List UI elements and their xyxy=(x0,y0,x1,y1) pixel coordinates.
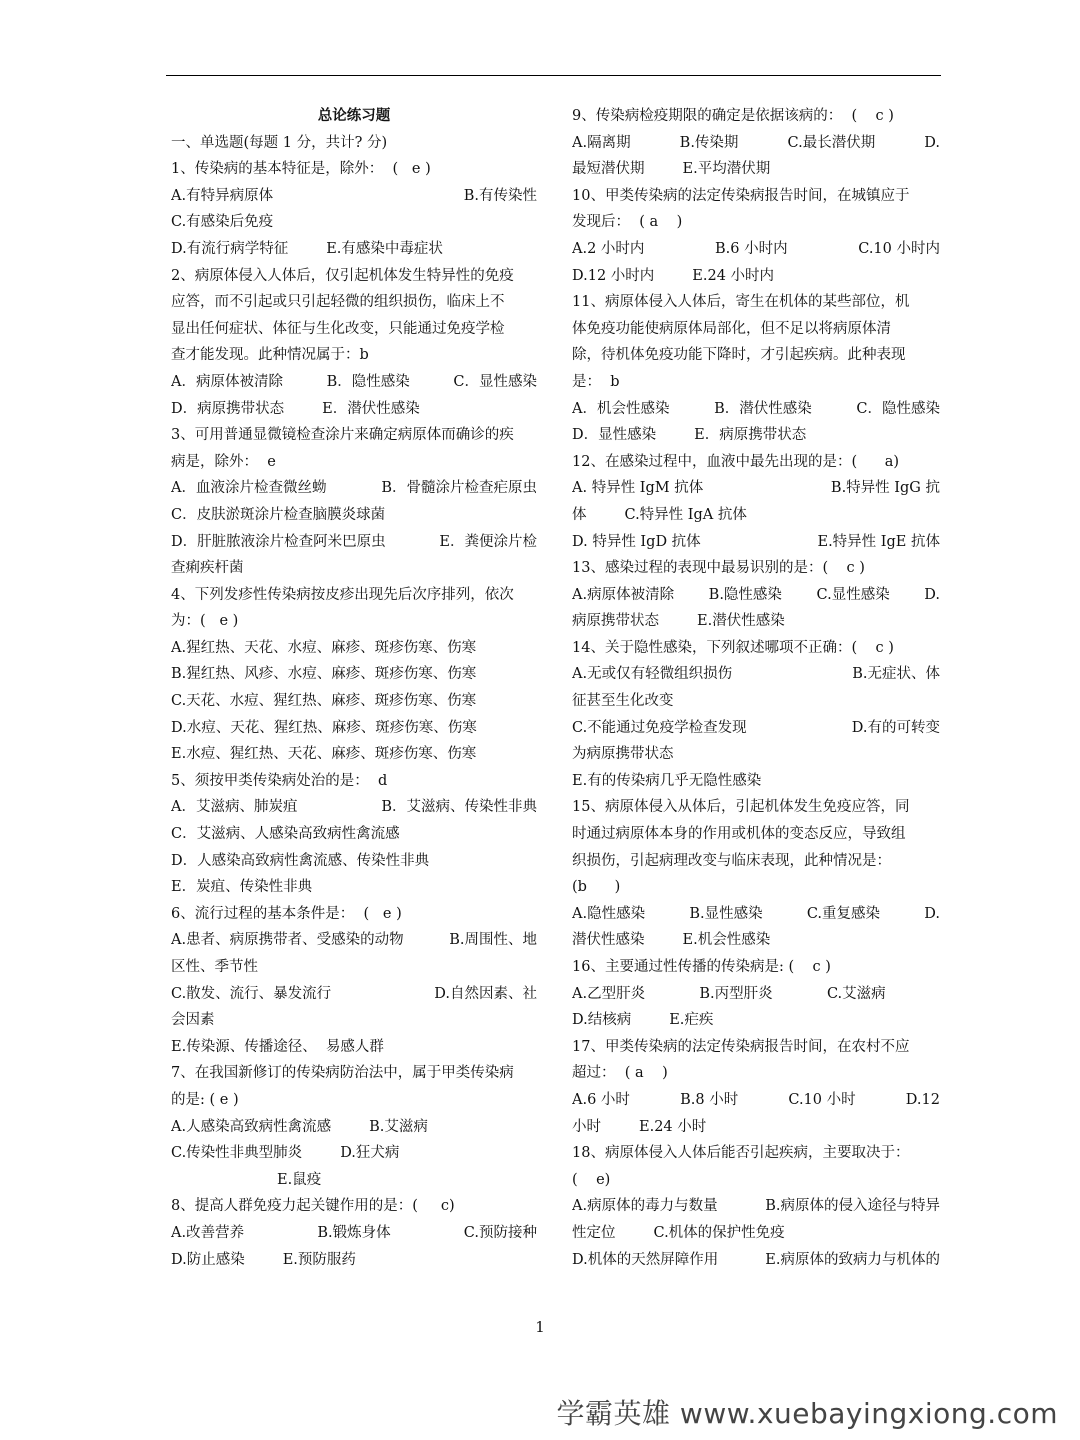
text-segment: 区性、季节性 xyxy=(171,959,258,975)
text-line xyxy=(572,1193,940,1220)
text-segment: C.天花、水痘、猩红热、麻疹、斑疹伤寒、伤寒 xyxy=(171,693,477,710)
text-segment: 潜伏性感染 xyxy=(572,932,645,949)
text-segment: 2、病原体侵入人体后，仅引起机体发生特异性的免疫 xyxy=(171,267,514,284)
text-segment: B.显性感染 xyxy=(689,905,763,922)
text-segment: D.防止感染 xyxy=(171,1251,245,1268)
text-line xyxy=(171,263,537,290)
text-line xyxy=(572,794,940,821)
text-line xyxy=(171,927,537,954)
text-segment: A.隔离期 xyxy=(572,134,631,151)
text-segment: 8、提高人群免疫力起关键作用的是：( c) xyxy=(171,1198,455,1215)
text-segment: A．机会性感染 xyxy=(572,400,670,417)
text-line xyxy=(171,156,537,183)
text-line xyxy=(171,1087,537,1114)
text-segment: 总论练习题 xyxy=(317,107,391,124)
watermark-text: 学霸英雄 www.xuebayingxiong.com xyxy=(556,1397,1058,1430)
text-segment: A．病原体被清除 xyxy=(171,373,283,390)
text-line xyxy=(572,529,940,556)
text-line xyxy=(171,582,537,609)
text-segment: C.最长潜伏期 xyxy=(787,134,876,151)
text-segment: C．隐性感染 xyxy=(856,400,940,417)
text-segment: B．潜伏性感染 xyxy=(714,400,812,417)
text-segment: D.自然因素、社 xyxy=(434,985,537,1002)
text-segment: 最短潜伏期 xyxy=(572,161,645,178)
text-segment: D.12 xyxy=(905,1091,940,1108)
text-line xyxy=(171,289,537,316)
text-segment: A.6 小时 xyxy=(572,1091,630,1108)
text-segment: D．肝脏脓液涂片检查阿米巴原虫 xyxy=(171,533,386,550)
text-line xyxy=(572,555,940,582)
text-line xyxy=(572,954,940,981)
text-line xyxy=(171,635,537,662)
text-line xyxy=(572,130,940,157)
text-segment: E．粪便涂片检 xyxy=(439,533,537,550)
text-line xyxy=(171,1193,537,1220)
text-segment: 会因素 xyxy=(171,1012,215,1029)
text-line xyxy=(572,1167,940,1194)
text-line xyxy=(572,475,940,502)
text-line xyxy=(171,396,537,423)
text-segment: 6、流行过程的基本条件是： ( e ) xyxy=(171,905,402,922)
text-segment: C.10 小时 xyxy=(788,1091,856,1108)
text-segment: C.预防接种 xyxy=(463,1224,537,1241)
text-line xyxy=(171,130,537,157)
text-line xyxy=(171,1220,537,1247)
text-segment: E.病原体的致病力与机体的 xyxy=(765,1251,940,1268)
text-line xyxy=(171,821,537,848)
text-segment: B．骨髓涂片检查疟原虫 xyxy=(381,480,537,497)
text-line xyxy=(572,502,940,529)
text-segment: A.无或仅有轻微组织损伤 xyxy=(572,666,733,683)
text-segment: E.鼠疫 xyxy=(171,1171,322,1188)
text-segment: 性定位 xyxy=(572,1224,616,1241)
text-segment: A.人感染高致病性禽流感 xyxy=(171,1118,332,1135)
text-line xyxy=(572,1140,940,1167)
text-segment: 12、在感染过程中，血液中最先出现的是：( a) xyxy=(572,453,900,470)
text-segment: D.有流行病学特征 xyxy=(171,240,289,257)
text-line xyxy=(572,661,940,688)
text-line xyxy=(171,715,537,742)
text-segment: 16、主要通过性传播的传染病是: ( c ) xyxy=(572,959,831,975)
text-line xyxy=(171,1007,537,1034)
text-line xyxy=(171,608,537,635)
text-line xyxy=(171,741,537,768)
text-line xyxy=(171,502,537,529)
text-segment: A.乙型肝炎 xyxy=(572,985,646,1002)
text-segment: B.8 小时 xyxy=(680,1091,739,1108)
text-line xyxy=(171,901,537,928)
text-segment: E.有的传染病几乎无隐性感染 xyxy=(572,772,762,789)
text-line xyxy=(171,688,537,715)
text-line xyxy=(171,1060,537,1087)
text-line xyxy=(572,1247,940,1274)
text-segment: 18、病原体侵入人体后能否引起疾病，主要取决于： xyxy=(572,1145,910,1162)
text-segment: B.无症状、体 xyxy=(852,666,940,683)
text-segment: B.猩红热、风疹、水痘、麻疹、斑疹伤寒、伤寒 xyxy=(171,666,477,683)
text-segment: (b ) xyxy=(572,879,621,896)
text-segment: 显出任何症状、体征与生化改变，只能通过免疫学检 xyxy=(171,320,505,337)
text-line xyxy=(572,874,940,901)
text-segment: C.不能通过免疫学检查发现 xyxy=(572,719,747,736)
text-line xyxy=(171,1034,537,1061)
text-line xyxy=(171,874,537,901)
text-segment: D．病原携带状态 xyxy=(171,400,285,417)
text-line xyxy=(572,608,940,635)
text-line xyxy=(572,1060,940,1087)
text-segment: B.周围性、地 xyxy=(449,932,537,949)
text-line xyxy=(171,794,537,821)
text-segment: E.特异性 IgE 抗体 xyxy=(817,533,940,550)
text-line xyxy=(572,103,940,130)
text-line xyxy=(171,1247,537,1274)
text-segment: C.机体的保护性免疫 xyxy=(653,1224,785,1241)
text-segment: D.狂犬病 xyxy=(340,1145,400,1162)
text-segment: 应答，而不引起或只引起轻微的组织损伤，临床上不 xyxy=(171,294,505,311)
text-line xyxy=(171,449,537,476)
text-segment: C.有感染后免疫 xyxy=(171,214,274,231)
text-segment: A．血液涂片检查微丝蚴 xyxy=(171,480,327,497)
text-segment: A.改善营养 xyxy=(171,1224,245,1241)
text-line xyxy=(572,183,940,210)
text-segment: B．艾滋病、传染性非典 xyxy=(381,799,537,816)
text-segment: ( e) xyxy=(572,1171,611,1188)
text-line xyxy=(171,661,537,688)
text-segment: B.丙型肝炎 xyxy=(699,985,773,1002)
text-segment: 17、甲类传染病的法定传染病报告时间，在农村不应 xyxy=(572,1038,910,1055)
text-line xyxy=(171,1140,537,1167)
text-segment: 病原携带状态 xyxy=(572,613,659,630)
text-line xyxy=(171,475,537,502)
text-line xyxy=(572,1034,940,1061)
text-segment: A.2 小时内 xyxy=(572,240,645,257)
text-segment: E．潜伏性感染 xyxy=(322,400,420,417)
text-segment: 3、可用普通显微镜检查涂片来确定病原体而确诊的疾 xyxy=(171,427,514,444)
text-segment: B.锻炼身体 xyxy=(317,1224,391,1241)
text-segment: 体 xyxy=(572,506,587,523)
text-line xyxy=(171,316,537,343)
text-segment: 10、甲类传染病的法定传染病报告时间，在城镇应于 xyxy=(572,187,910,204)
text-line xyxy=(572,342,940,369)
text-segment: A.隐性感染 xyxy=(572,905,646,922)
text-segment: B.有传染性 xyxy=(463,187,537,204)
text-line xyxy=(572,688,940,715)
text-line xyxy=(171,183,537,210)
text-segment: 为病原携带状态 xyxy=(572,746,674,763)
text-segment: D.12 小时内 xyxy=(572,267,655,284)
text-segment: B.艾滋病 xyxy=(369,1118,428,1135)
text-line xyxy=(572,821,940,848)
text-segment: 是： b xyxy=(572,373,620,390)
text-line xyxy=(572,715,940,742)
text-line xyxy=(572,927,940,954)
text-segment: 发现后： ( a ) xyxy=(572,214,683,231)
text-segment: E.潜伏性感染 xyxy=(697,613,785,630)
text-segment: C.散发、流行、暴发流行 xyxy=(171,985,332,1002)
text-line xyxy=(572,449,940,476)
text-line xyxy=(572,369,940,396)
left-column xyxy=(171,103,537,1273)
text-segment: 查才能发现。此种情况属于：b xyxy=(171,347,369,364)
text-line xyxy=(572,1007,940,1034)
text-segment: A.病原体的毒力与数量 xyxy=(572,1198,718,1215)
text-segment: 时通过病原体本身的作用或机体的变态反应，导致组 xyxy=(572,826,906,843)
text-segment: 15、病原体侵入从体后，引起机体发生免疫应答，同 xyxy=(572,799,910,816)
text-segment: B．隐性感染 xyxy=(326,373,410,390)
section-title xyxy=(171,103,537,130)
text-segment: D．显性感染 xyxy=(572,427,657,444)
text-line xyxy=(572,1087,940,1114)
text-segment: C．皮肤淤斑涂片检查脑膜炎球菌 xyxy=(171,506,386,523)
text-segment: E．病原携带状态 xyxy=(694,427,807,444)
text-segment: D. xyxy=(924,905,940,922)
text-segment: D.有的可转变 xyxy=(851,719,940,736)
text-segment: E.24 小时 xyxy=(639,1118,707,1135)
text-segment: C.重复感染 xyxy=(806,905,881,922)
text-segment: 5、须按甲类传染病处治的是： d xyxy=(171,772,388,789)
text-segment: E.疟疾 xyxy=(669,1012,714,1029)
text-line xyxy=(572,768,940,795)
text-line xyxy=(171,1114,537,1141)
text-line xyxy=(572,289,940,316)
text-line xyxy=(171,529,537,556)
text-segment: E.24 小时内 xyxy=(692,267,775,284)
text-line xyxy=(572,396,940,423)
text-segment: C.传染性非典型肺炎 xyxy=(171,1145,303,1162)
text-segment: E.平均潜伏期 xyxy=(682,161,771,178)
text-line xyxy=(572,582,940,609)
text-segment: E.水痘、猩红热、天花、麻疹、斑疹伤寒、伤寒 xyxy=(171,746,477,763)
text-segment: A．艾滋病、肺炭疽 xyxy=(171,799,298,816)
text-segment: B.隐性感染 xyxy=(708,586,782,603)
text-segment: A.猩红热、天花、水痘、麻疹、斑疹伤寒、伤寒 xyxy=(171,639,477,656)
text-segment: A.病原体被清除 xyxy=(572,586,675,603)
text-line xyxy=(171,954,537,981)
text-line xyxy=(171,1167,537,1194)
text-segment: 13、感染过程的表现中最易识别的是：( c ) xyxy=(572,560,865,577)
text-segment: A. 特异性 IgM 抗体 xyxy=(572,480,704,497)
text-line xyxy=(171,342,537,369)
text-segment: E.传染源、传播途径、 易感人群 xyxy=(171,1038,384,1055)
text-line xyxy=(572,1114,940,1141)
text-segment: B.传染期 xyxy=(679,134,739,151)
text-segment: E.预防服药 xyxy=(282,1251,356,1268)
text-line xyxy=(171,422,537,449)
text-line xyxy=(171,768,537,795)
text-segment: B.病原体的侵入途径与特异 xyxy=(765,1198,940,1215)
text-line xyxy=(572,209,940,236)
text-segment: D.结核病 xyxy=(572,1012,632,1029)
text-segment: 除，待机体免疫功能下降时，才引起疾病。此种表现 xyxy=(572,347,906,364)
text-segment: 征甚至生化改变 xyxy=(572,693,674,710)
text-segment: 的是: ( e ) xyxy=(171,1091,239,1108)
text-line xyxy=(572,848,940,875)
header-rule xyxy=(166,75,941,76)
text-segment: 小时 xyxy=(572,1118,601,1135)
text-segment: D. xyxy=(924,586,940,603)
text-segment: 超过： ( a ) xyxy=(572,1065,668,1082)
text-segment: 11、病原体侵入人体后，寄生在机体的某些部位，机 xyxy=(572,294,910,311)
text-line xyxy=(572,981,940,1008)
text-segment: 9、传染病检疫期限的确定是依据该病的： ( c ) xyxy=(572,108,894,124)
text-line xyxy=(572,422,940,449)
text-line xyxy=(572,263,940,290)
text-line xyxy=(171,848,537,875)
text-line xyxy=(171,555,537,582)
text-segment: E．炭疽、传染性非典 xyxy=(171,879,313,896)
text-segment: 为：( e ) xyxy=(171,613,239,630)
text-segment: E.机会性感染 xyxy=(682,932,771,949)
right-column xyxy=(572,103,940,1273)
text-segment: 4、下列发疹性传染病按皮疹出现先后次序排列，依次 xyxy=(171,586,514,603)
text-segment: D．人感染高致病性禽流感、传染性非典 xyxy=(171,852,430,869)
text-segment: C．艾滋病、人感染高致病性禽流感 xyxy=(171,826,400,843)
text-line xyxy=(572,901,940,928)
text-segment: D. xyxy=(924,134,940,151)
text-segment: 14、关于隐性感染，下列叙述哪项不正确：( c ) xyxy=(572,639,894,656)
text-segment: C.艾滋病 xyxy=(826,985,886,1002)
text-segment: A.有特异病原体 xyxy=(171,187,274,204)
text-line xyxy=(572,1220,940,1247)
text-segment: 织损伤，引起病理改变与临床表现，此种情况是： xyxy=(572,852,891,869)
text-line xyxy=(572,635,940,662)
text-line xyxy=(171,369,537,396)
text-segment: C．显性感染 xyxy=(453,373,537,390)
text-segment: B.6 小时内 xyxy=(715,240,788,257)
text-line xyxy=(572,236,940,263)
text-line xyxy=(171,981,537,1008)
text-line xyxy=(171,236,537,263)
text-segment: 病是，除外： e xyxy=(171,453,276,470)
text-segment: 体免疫功能使病原体局部化，但不足以将病原体清 xyxy=(572,320,891,337)
text-segment: 1、传染病的基本特征是，除外： ( e ) xyxy=(171,161,431,178)
text-segment: B.特异性 IgG 抗 xyxy=(830,480,940,497)
text-segment: E.有感染中毒症状 xyxy=(326,240,443,257)
text-segment: D.机体的天然屏障作用 xyxy=(572,1251,719,1268)
text-segment: 7、在我国新修订的传染病防治法中，属于甲类传染病 xyxy=(171,1065,514,1082)
text-line xyxy=(171,209,537,236)
text-segment: 一、单选题(每题 1 分，共计? 分) xyxy=(171,134,388,151)
text-line xyxy=(572,316,940,343)
text-segment: D. 特异性 IgD 抗体 xyxy=(572,533,701,550)
text-segment: C.特异性 IgA 抗体 xyxy=(624,506,747,523)
text-segment: C.显性感染 xyxy=(816,586,890,603)
text-segment: 查痢疾杆菌 xyxy=(171,560,244,577)
text-segment: A.患者、病原携带者、受感染的动物 xyxy=(171,932,404,949)
text-line xyxy=(572,156,940,183)
text-line xyxy=(572,741,940,768)
page-number: 1 xyxy=(535,1318,545,1336)
text-segment: C.10 小时内 xyxy=(858,240,940,257)
text-segment: D.水痘、天花、猩红热、麻疹、斑疹伤寒、伤寒 xyxy=(171,719,477,736)
